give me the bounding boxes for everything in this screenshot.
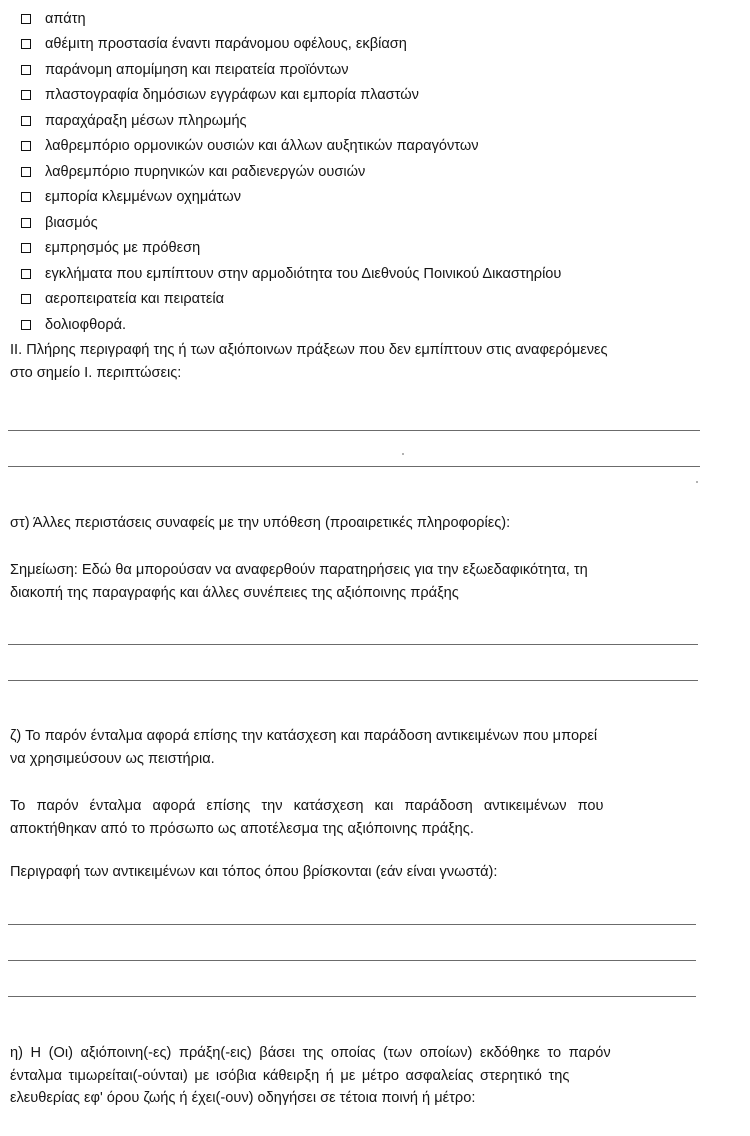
fill-line-ii-2[interactable]	[8, 466, 700, 467]
section-h-paragraph	[10, 1042, 714, 1110]
fill-line-st-2[interactable]	[8, 680, 698, 681]
checklist-label: βιασμός	[45, 214, 98, 231]
checklist-item-icc-crimes	[21, 261, 721, 287]
checkbox-hormonal-substances[interactable]	[21, 141, 31, 151]
checklist-item-forgery-payment	[21, 108, 721, 134]
checklist-label: λαθρεμπόριο πυρηνικών και ραδιενεργών ουσιών	[45, 163, 366, 180]
checkbox-fraud[interactable]	[21, 14, 31, 24]
checklist-item-forgery-documents	[21, 83, 721, 109]
section-ii-description	[10, 339, 714, 384]
checklist-label: εμπρησμός με πρόθεση	[45, 240, 201, 257]
checkbox-sabotage[interactable]	[21, 320, 31, 330]
checklist-item-counterfeiting-products	[21, 57, 721, 83]
fill-line-ii-1[interactable]	[8, 430, 700, 431]
section-z-para2-line-1: Το παρόν ένταλμα αφορά επίσης την κατάσχεση και παράδοση αντικειμένων που	[10, 798, 604, 814]
fill-line-z-3[interactable]	[8, 996, 696, 997]
section-ii-line-1: ΙΙ. Πλήρης περιγραφή της ή των αξιόποινων πράξεων που δεν εμπίπτουν στις αναφερόμενες	[10, 342, 608, 358]
checklist-item-nuclear-materials	[21, 159, 721, 185]
checklist-label: πλαστογραφία δημόσιων εγγράφων και εμπορία πλαστών	[45, 87, 419, 104]
checkbox-rape[interactable]	[21, 218, 31, 228]
section-h-line-1: η) Η (Οι) αξιόποινη(-ες) πράξη(-εις) βάσει της οποίας (των οποίων) εκδόθηκε το παρόν	[10, 1045, 611, 1061]
section-ii-line-2: στο σημείο Ι. περιπτώσεις:	[10, 364, 182, 381]
fill-line-z-2[interactable]	[8, 960, 696, 961]
checklist-label: αθέμιτη προστασία έναντι παράνομου οφέλους, εκβίαση	[45, 36, 407, 53]
checklist-label: παραχάραξη μέσων πληρωμής	[45, 112, 247, 129]
checklist-label: απάτη	[45, 10, 86, 27]
section-h-line-2: ένταλμα τιμωρείται(-ούνται) με ισόβια κάθειρξη ή με μέτρο ασφαλείας στερητικό της	[10, 1067, 570, 1084]
checklist-label: εγκλήματα που εμπίπτουν στην αρμοδιότητα του Διεθνούς Ποινικού Δικαστηρίου	[45, 265, 562, 282]
checkbox-stolen-vehicles[interactable]	[21, 192, 31, 202]
section-z-para2-line-2: αποκτήθηκαν από το πρόσωπο ως αποτέλεσμα της αξιόποινης πράξης.	[10, 820, 474, 837]
checkbox-counterfeiting-products[interactable]	[21, 65, 31, 75]
checklist-label: εμπορία κλεμμένων οχημάτων	[45, 189, 241, 206]
checklist-item-rape	[21, 210, 721, 236]
section-z-paragraph-2	[10, 795, 714, 840]
section-z-paragraph-1	[10, 725, 714, 770]
section-st-heading	[10, 512, 714, 535]
offence-checklist	[21, 6, 721, 338]
checklist-label: παράνομη απομίμηση και πειρατεία προϊόντων	[45, 61, 349, 78]
checklist-item-hormonal-substances	[21, 134, 721, 160]
checkbox-forgery-documents[interactable]	[21, 90, 31, 100]
section-st-note-line-1: Σημείωση: Εδώ θα μπορούσαν να αναφερθούν παρατηρήσεις για την εξωεδαφικότητα, τη	[10, 562, 588, 578]
section-z-paragraph-3	[10, 861, 714, 884]
checklist-label: λαθρεμπόριο ορμονικών ουσιών και άλλων αυξητικών παραγόντων	[45, 138, 479, 155]
section-z-para3-text: Περιγραφή των αντικειμένων και τόπος όπου βρίσκονται (εάν είναι γνωστά):	[10, 864, 498, 880]
checklist-label: δολιοφθορά.	[45, 316, 127, 333]
section-st-heading-text: στ) Άλλες περιστάσεις συναφείς με την υπόθεση (προαιρετικές πληροφορίες):	[10, 515, 511, 531]
fill-line-z-1[interactable]	[8, 924, 696, 925]
scan-speck	[696, 481, 698, 483]
checklist-item-sabotage	[21, 312, 721, 338]
section-z-para1-line-2: να χρησιμεύσουν ως πειστήρια.	[10, 750, 215, 767]
section-h-line-3: ελευθερίας εφ' όρου ζωής ή έχει(-ουν) οδηγήσει σε τέτοια ποινή ή μέτρο:	[10, 1090, 476, 1107]
section-z-para1-line-1: ζ) Το παρόν ένταλμα αφορά επίσης την κατάσχεση και παράδοση αντικειμένων που μπορεί	[10, 728, 598, 744]
checklist-item-arson	[21, 236, 721, 262]
section-st-note	[10, 559, 714, 604]
checklist-label: αεροπειρατεία και πειρατεία	[45, 291, 225, 308]
checkbox-arson[interactable]	[21, 243, 31, 253]
checklist-item-fraud	[21, 6, 721, 32]
checkbox-forgery-payment[interactable]	[21, 116, 31, 126]
fill-line-st-1[interactable]	[8, 644, 698, 645]
checkbox-hijacking[interactable]	[21, 294, 31, 304]
checklist-item-stolen-vehicles	[21, 185, 721, 211]
scan-speck	[402, 453, 404, 455]
checklist-item-racketeering	[21, 32, 721, 58]
checkbox-racketeering[interactable]	[21, 39, 31, 49]
checklist-item-hijacking	[21, 287, 721, 313]
section-st-note-line-2: διακοπή της παραγραφής και άλλες συνέπειες της αξιόποινης πράξης	[10, 584, 459, 601]
checkbox-nuclear-materials[interactable]	[21, 167, 31, 177]
checkbox-icc-crimes[interactable]	[21, 269, 31, 279]
